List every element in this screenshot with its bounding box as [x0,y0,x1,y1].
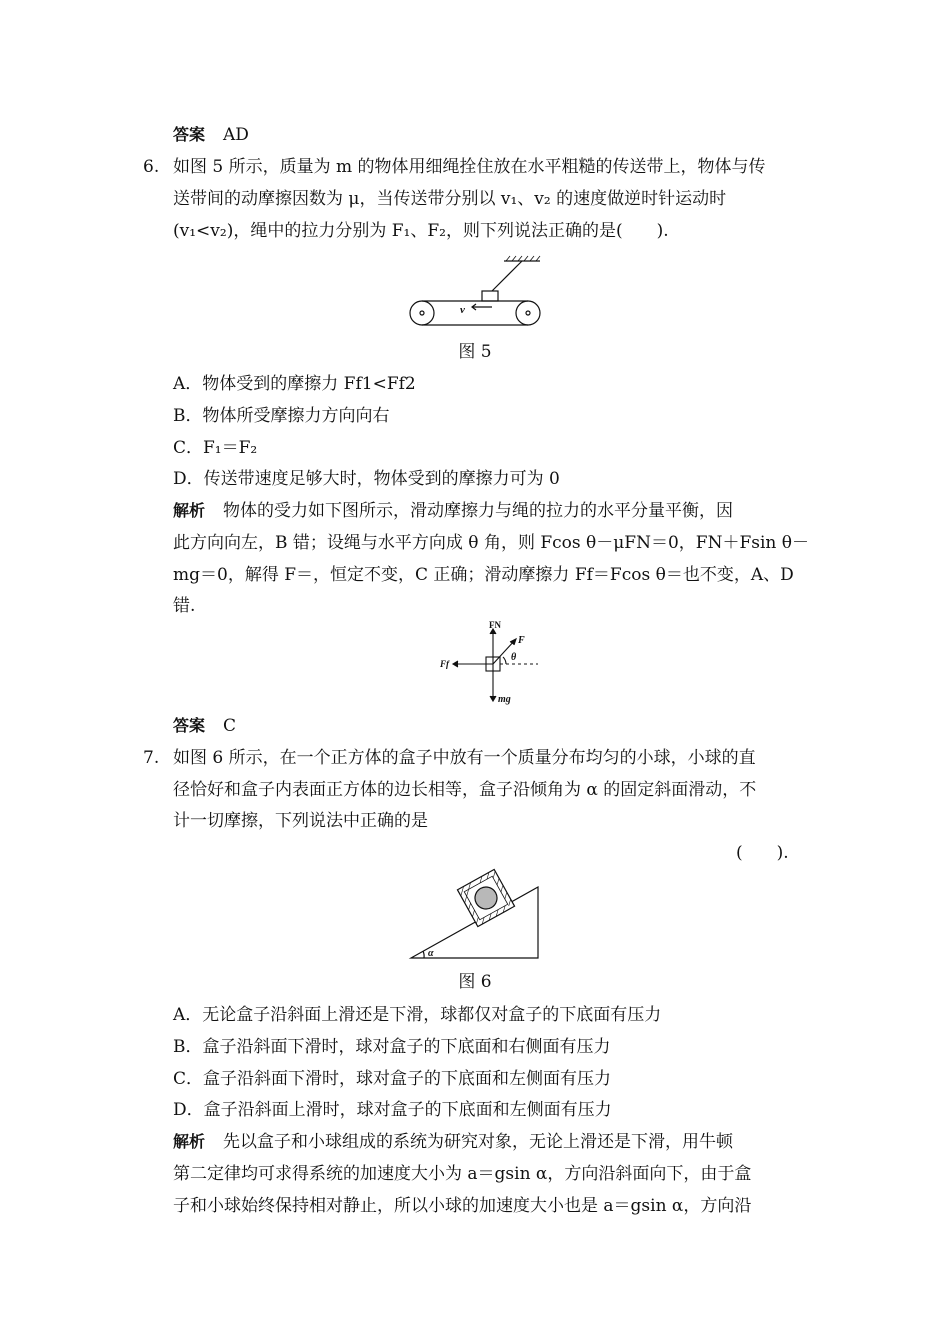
analysis-line: 子和小球始终保持相对静止，所以小球的加速度大小也是 a＝gsin α，方向沿 [173,1196,752,1216]
option-b: B．盒子沿斜面下滑时，球对盒子的下底面和右侧面有压力 [173,1037,611,1057]
option-c: C．F₁＝F₂ [173,438,258,458]
option-d: D．盒子沿斜面上滑时，球对盒子的下底面和左侧面有压力 [173,1100,612,1120]
figure-6-incline [408,870,543,962]
figure-6-caption: 图 6 [458,972,492,992]
analysis-label: 解析 [173,1132,206,1151]
tension-label: F [518,635,525,646]
answer-value: AD [223,125,249,145]
answer-value: C [223,716,237,736]
q6-answer [173,714,236,738]
analysis-line [173,1130,733,1154]
answer-label: 答案 [173,125,206,144]
figure-5-conveyor [400,255,550,335]
normal-force-label: FN [489,620,501,630]
question-stem-line: 如图 6 所示，在一个正方体的盒子中放有一个质量分布均匀的小球，小球的直 [173,748,756,768]
question-number: 6. [143,157,160,177]
question-stem-line: (v₁<v₂)，绳中的拉力分别为 F₁、F₂，则下列说法正确的是( ). [173,221,669,241]
question-stem-line: 计一切摩擦，下列说法中正确的是 [173,811,428,831]
question-number: 7. [143,748,160,768]
analysis-line: 此方向向左，B 错；设绳与水平方向成 θ 角，则 Fcos θ－μFN＝0，FN＋Fsin θ－ [173,533,810,553]
option-a: A．物体受到的摩擦力 Ff1<Ff2 [173,374,416,394]
question-stem-line: 如图 5 所示，质量为 m 的物体用细绳拴住放在水平粗糙的传送带上，物体与传 [173,157,766,177]
q5-answer [173,123,249,147]
option-c: C．盒子沿斜面下滑时，球对盒子的下底面和左侧面有压力 [173,1069,612,1089]
analysis-line [173,499,733,523]
gravity-label: mg [498,694,511,705]
incline-angle-label: α [428,948,434,959]
analysis-line: 错. [173,596,196,616]
velocity-label: v [460,304,465,316]
analysis-text: 物体的受力如下图所示，滑动摩擦力与绳的拉力的水平分量平衡，因 [223,501,734,521]
question-stem-line: 送带间的动摩擦因数为 μ，当传送带分别以 v₁、v₂ 的速度做逆时针运动时 [173,189,727,209]
question-stem-line: 径恰好和盒子内表面正方体的边长相等，盒子沿倾角为 α 的固定斜面滑动，不 [173,780,757,800]
analysis-line: 第二定律均可求得系统的加速度大小为 a＝gsin α，方向沿斜面向下，由于盒 [173,1164,752,1184]
analysis-line: mg＝0，解得 F＝，恒定不变，C 正确；滑动摩擦力 Ff＝Fcos θ＝也不变，A、D [173,565,794,585]
analysis-label: 解析 [173,501,206,520]
answer-label: 答案 [173,716,206,735]
option-d: D．传送带速度足够大时，物体受到的摩擦力可为 0 [173,469,560,489]
option-b: B．物体所受摩擦力方向向右 [173,406,390,426]
answer-blank: ( ). [736,843,789,863]
friction-label: Ff [440,659,449,669]
analysis-text: 先以盒子和小球组成的系统为研究对象，无论上滑还是下滑，用牛顿 [223,1132,734,1152]
force-diagram [438,618,548,708]
figure-5-caption: 图 5 [458,342,492,362]
option-a: A．无论盒子沿斜面上滑还是下滑，球都仅对盒子的下底面有压力 [173,1005,662,1025]
angle-label: θ [511,652,517,663]
